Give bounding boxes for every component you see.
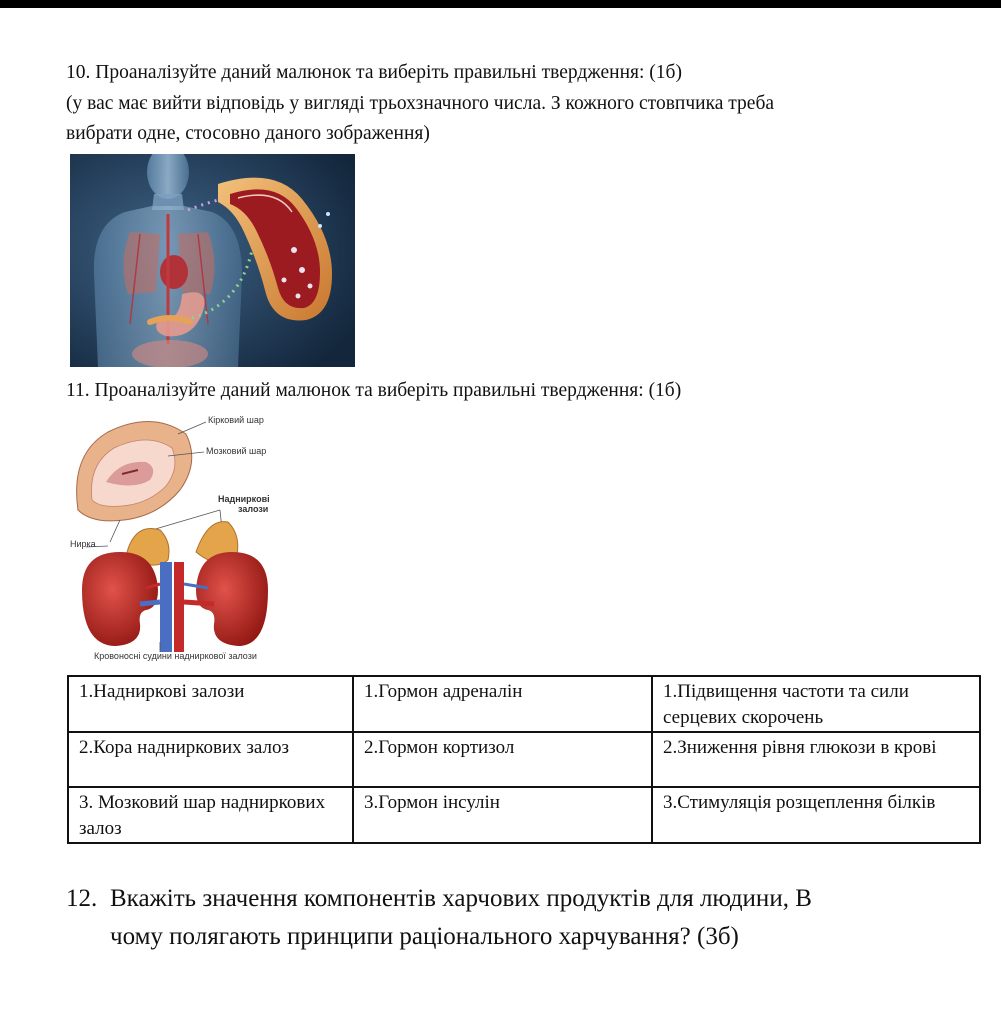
question-10-title: 10. Проаналізуйте даний малюнок та виберіть правильні твердження: (1б) <box>66 62 682 83</box>
label-blood-vessels: Кровоносні судини надниркової залози <box>94 651 257 661</box>
question-10-note-line-2: вибрати одне, стосовно даного зображення) <box>66 123 430 144</box>
label-medulla: Мозковий шар <box>206 446 267 456</box>
table-cell: 3. Мозковий шар надниркових залоз <box>68 787 353 843</box>
label-adrenal-glands-line-1: Надниркові <box>218 494 270 504</box>
label-kidney: Нирка <box>70 539 96 549</box>
question-12-line-2: чому полягають принципи раціонального харчування? (3б) <box>110 923 739 950</box>
table-row <box>68 732 980 787</box>
label-cortex: Кірковий шар <box>208 415 264 425</box>
table-cell: 2.Гормон кортизол <box>353 732 652 787</box>
table-cell: 1.Надниркові залози <box>68 676 353 732</box>
table-cell: 1.Гормон адреналін <box>353 676 652 732</box>
label-adrenal-glands-line-2: залози <box>238 504 269 514</box>
adrenal-glands-illustration <box>68 412 290 664</box>
question-10-note-line-1: (у вас має вийти відповідь у вигляді трьохзначного числа. З кожного стовпчика треба <box>66 93 775 114</box>
question-12-line-1: Вкажіть значення компонентів харчових продуктів для людини, В <box>110 885 812 912</box>
table-cell: 1.Підвищення частоти та сили серцевих скорочень <box>652 676 980 732</box>
table-cell: 2.Кора надниркових залоз <box>68 732 353 787</box>
table-cell: 3.Гормон інсулін <box>353 787 652 843</box>
question-12-number: 12. <box>66 885 98 912</box>
table-row <box>68 676 980 732</box>
table-row <box>68 787 980 843</box>
pancreas-illustration <box>70 154 355 367</box>
question-11-title: 11. Проаналізуйте даний малюнок та виберіть правильні твердження: (1б) <box>66 380 682 401</box>
options-table <box>67 675 981 844</box>
table-cell: 2.Зниження рівня глюкози в крові <box>652 732 980 787</box>
top-border <box>0 0 1001 8</box>
table-cell: 3.Стимуляція розщеплення білків <box>652 787 980 843</box>
